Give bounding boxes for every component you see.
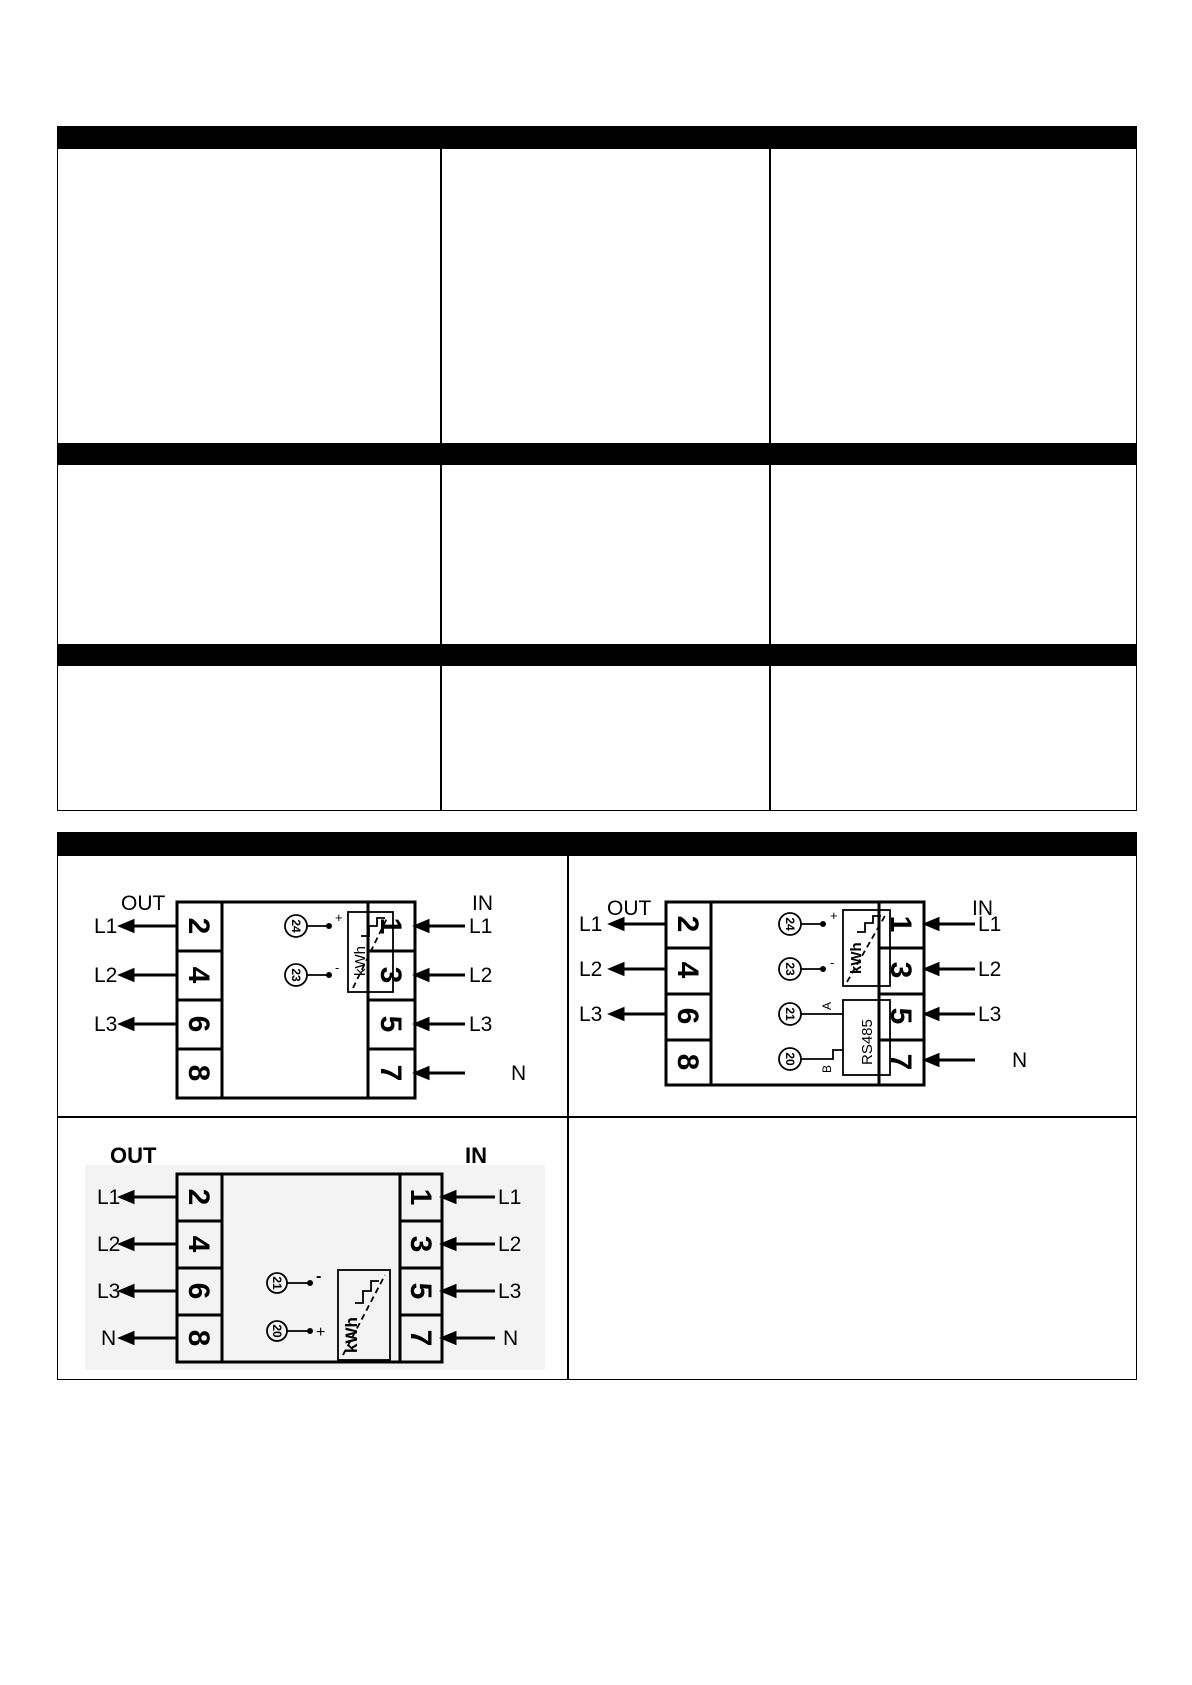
terminal-number: 6 xyxy=(182,1015,215,1033)
terminal-number: 2 xyxy=(182,917,215,935)
right-line-label: N xyxy=(511,1062,527,1085)
wiring-diagram-standard xyxy=(85,880,545,1105)
left-line-label: L2 xyxy=(94,964,118,987)
right-line-label: L3 xyxy=(469,1013,493,1036)
kwh-label: kWh xyxy=(848,942,865,974)
left-line-label: L3 xyxy=(94,1013,118,1036)
spec-table-header-bar-1 xyxy=(57,126,1137,149)
spec-table-header-bar-2 xyxy=(57,443,1137,465)
wiring-table-column-divider xyxy=(567,832,569,1380)
rs485-label: RS485 xyxy=(859,1019,876,1065)
left-line-label: L1 xyxy=(97,1186,121,1209)
terminal-number: 6 xyxy=(671,1007,704,1025)
left-line-label: L1 xyxy=(579,913,603,936)
comm-terminal-number: 21 xyxy=(783,1007,797,1021)
terminal-number: 2 xyxy=(671,915,704,933)
pulse-terminal-number: 20 xyxy=(270,1324,284,1338)
terminal-number: 6 xyxy=(182,1282,215,1300)
out-label: OUT xyxy=(110,1145,157,1168)
terminal-number: 3 xyxy=(374,966,407,984)
pulse-sign: + xyxy=(316,1324,326,1341)
terminal-number: 5 xyxy=(374,1015,407,1033)
terminal-number: 3 xyxy=(884,961,917,979)
wiring-diagram-four-wire xyxy=(85,1145,545,1370)
terminal-number: 8 xyxy=(671,1053,704,1071)
terminal-number: 4 xyxy=(182,966,215,984)
terminal-number: 5 xyxy=(884,1007,917,1025)
spec-table xyxy=(57,126,1137,811)
pulse-terminal-number: 21 xyxy=(270,1276,284,1290)
terminal-dot xyxy=(326,972,332,978)
terminal-dot xyxy=(820,921,826,927)
pulse-sign: + xyxy=(335,910,343,925)
comm-terminal-number: 20 xyxy=(783,1052,797,1066)
terminal-number: 1 xyxy=(374,917,407,935)
right-line-label: L1 xyxy=(498,1186,522,1209)
terminal-dot xyxy=(307,1280,313,1286)
in-label: IN xyxy=(472,892,493,915)
pulse-sign: - xyxy=(335,960,340,975)
in-label: IN xyxy=(972,897,993,920)
right-line-label: L1 xyxy=(978,913,1002,936)
pulse-sign: - xyxy=(316,1268,322,1285)
terminal-number: 7 xyxy=(404,1329,437,1347)
terminal-dot xyxy=(326,923,332,929)
right-line-label: L2 xyxy=(469,964,493,987)
terminal-number: 4 xyxy=(671,961,704,979)
right-line-label: L2 xyxy=(978,958,1002,981)
pulse-terminal-number: 24 xyxy=(783,917,797,931)
terminal-number: 8 xyxy=(182,1329,215,1347)
wiring-table-header-bar xyxy=(57,832,1137,856)
in-label: IN xyxy=(465,1145,487,1168)
right-line-label: N xyxy=(1012,1049,1028,1072)
pulse-sign: - xyxy=(830,955,835,970)
comm-line-label: A xyxy=(820,1001,834,1010)
spec-table-column-divider-2 xyxy=(769,126,771,811)
right-line-label: L1 xyxy=(469,915,493,938)
terminal-number: 2 xyxy=(182,1188,215,1206)
wiring-table-row-divider xyxy=(57,1116,1137,1118)
right-line-label: L3 xyxy=(978,1003,1002,1026)
terminal-dot xyxy=(307,1328,313,1334)
right-line-label: N xyxy=(503,1327,519,1350)
kwh-label: kWh xyxy=(352,946,369,976)
terminal-number: 1 xyxy=(884,915,917,933)
terminal-number: 4 xyxy=(182,1235,215,1253)
left-line-label: L2 xyxy=(97,1233,121,1256)
kwh-label: kWh xyxy=(342,1317,361,1353)
spec-table-column-divider-1 xyxy=(440,126,442,811)
spec-table-header-bar-3 xyxy=(57,644,1137,666)
left-line-label: N xyxy=(101,1327,117,1350)
left-line-label: L2 xyxy=(579,958,603,981)
pulse-terminal-number: 23 xyxy=(783,962,797,976)
pulse-sign: + xyxy=(830,908,838,923)
terminal-number: 3 xyxy=(404,1235,437,1253)
pulse-terminal-number: 24 xyxy=(289,919,303,933)
terminal-number: 1 xyxy=(404,1188,437,1206)
left-line-label: L1 xyxy=(94,915,118,938)
terminal-dot xyxy=(820,966,826,972)
out-label: OUT xyxy=(121,892,166,915)
left-line-label: L3 xyxy=(579,1003,603,1026)
right-line-label: L2 xyxy=(498,1233,522,1256)
terminal-number: 5 xyxy=(404,1282,437,1300)
wiring-diagram-rs485 xyxy=(575,880,1045,1095)
terminal-number: 7 xyxy=(884,1053,917,1071)
left-line-label: L3 xyxy=(97,1280,121,1303)
terminal-number: 8 xyxy=(182,1064,215,1082)
terminal-number: 7 xyxy=(374,1064,407,1082)
out-label: OUT xyxy=(607,897,652,920)
comm-line-label: B xyxy=(820,1064,834,1073)
right-line-label: L3 xyxy=(498,1280,522,1303)
pulse-terminal-number: 23 xyxy=(289,968,303,982)
